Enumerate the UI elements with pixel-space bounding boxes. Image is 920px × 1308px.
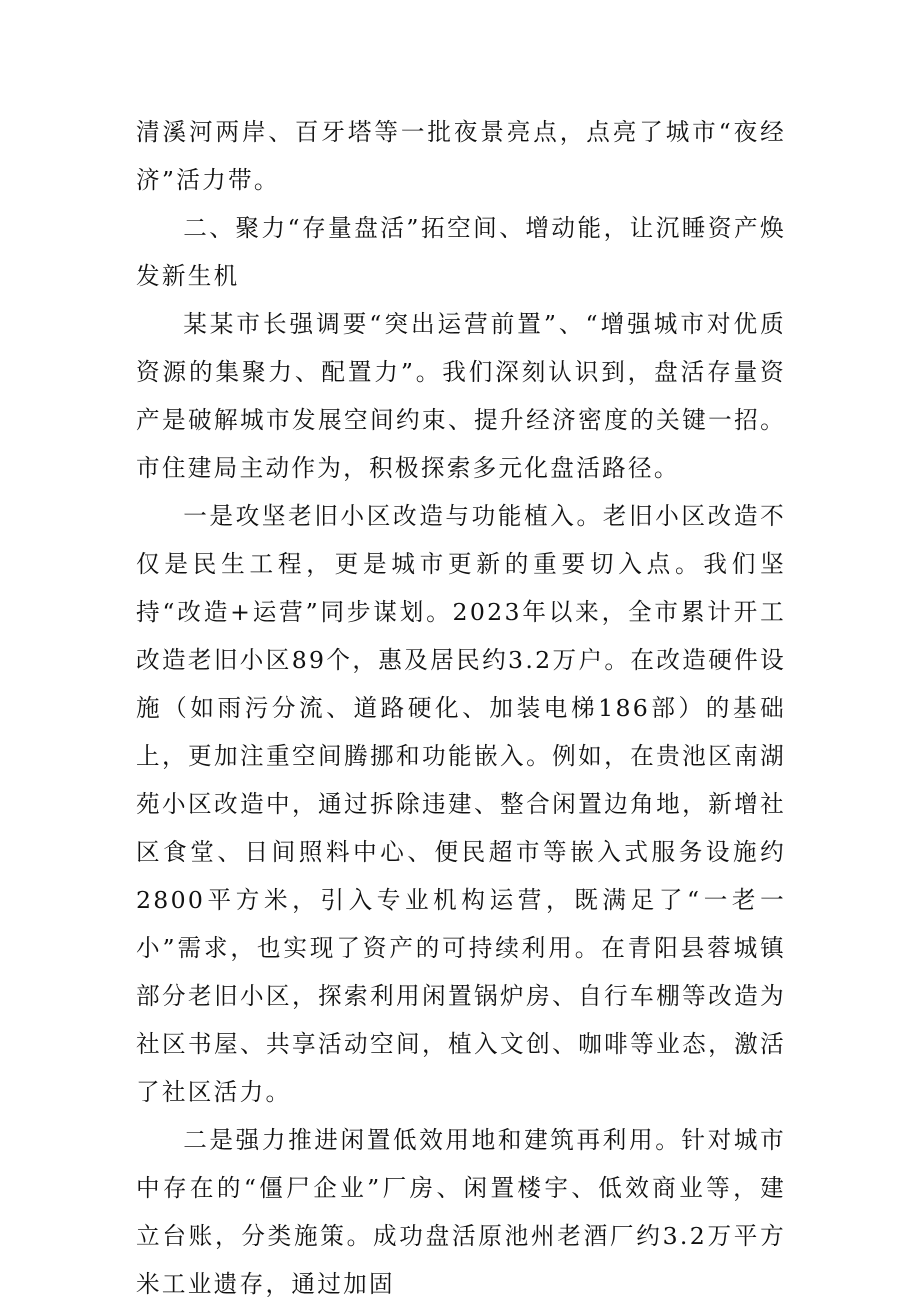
paragraph-continuation: 清溪河两岸、百牙塔等一批夜景亮点，点亮了城市“夜经济”活力带。 xyxy=(136,118,786,194)
document-page xyxy=(136,108,786,1308)
section-heading: 二、聚力“存量盘活”拓空间、增动能，让沉睡资产焕发新生机 xyxy=(136,214,786,290)
paragraph-body: 某某市长强调要“突出运营前置”、“增强城市对优质资源的集聚力、配置力”。我们深刻认识到，盘活存量资产是破解城市发展空间约束、提升经济密度的关键一招。市住建局主动作为，积极探索多元化盘活路径。 xyxy=(136,310,786,482)
paragraph-body: 一是攻坚老旧小区改造与功能植入。老旧小区改造不仅是民生工程，更是城市更新的重要切入点。我们坚持“改造+运营”同步谋划。2023年以来，全市累计开工改造老旧小区89个，惠及居民约3.2万户。在改造硬件设施（如雨污分流、道路硬化、加装电梯186部）的基础上，更加注重空间腾挪和功能嵌入。例如，在贵池区南湖苑小区改造中，通过拆除违建、整合闲置边角地，新增社区食堂、日间照料中心、便民超市等嵌入式服务设施约2800平方米，引入专业机构运营，既满足了“一老一小”需求，也实现了资产的可持续利用。在青阳县蓉城镇部分老旧小区，探索利用闲置锅炉房、自行车棚等改造为社区书屋、共享活动空间，植入文创、咖啡等业态，激活了社区活力。 xyxy=(136,502,786,1106)
paragraph-body: 二是强力推进闲置低效用地和建筑再利用。针对城市中存在的“僵尸企业”厂房、闲置楼宇、低效商业等，建立台账，分类施策。成功盘活原池州老酒厂约3.2万平方米工业遗存，通过加固 xyxy=(136,1126,786,1298)
